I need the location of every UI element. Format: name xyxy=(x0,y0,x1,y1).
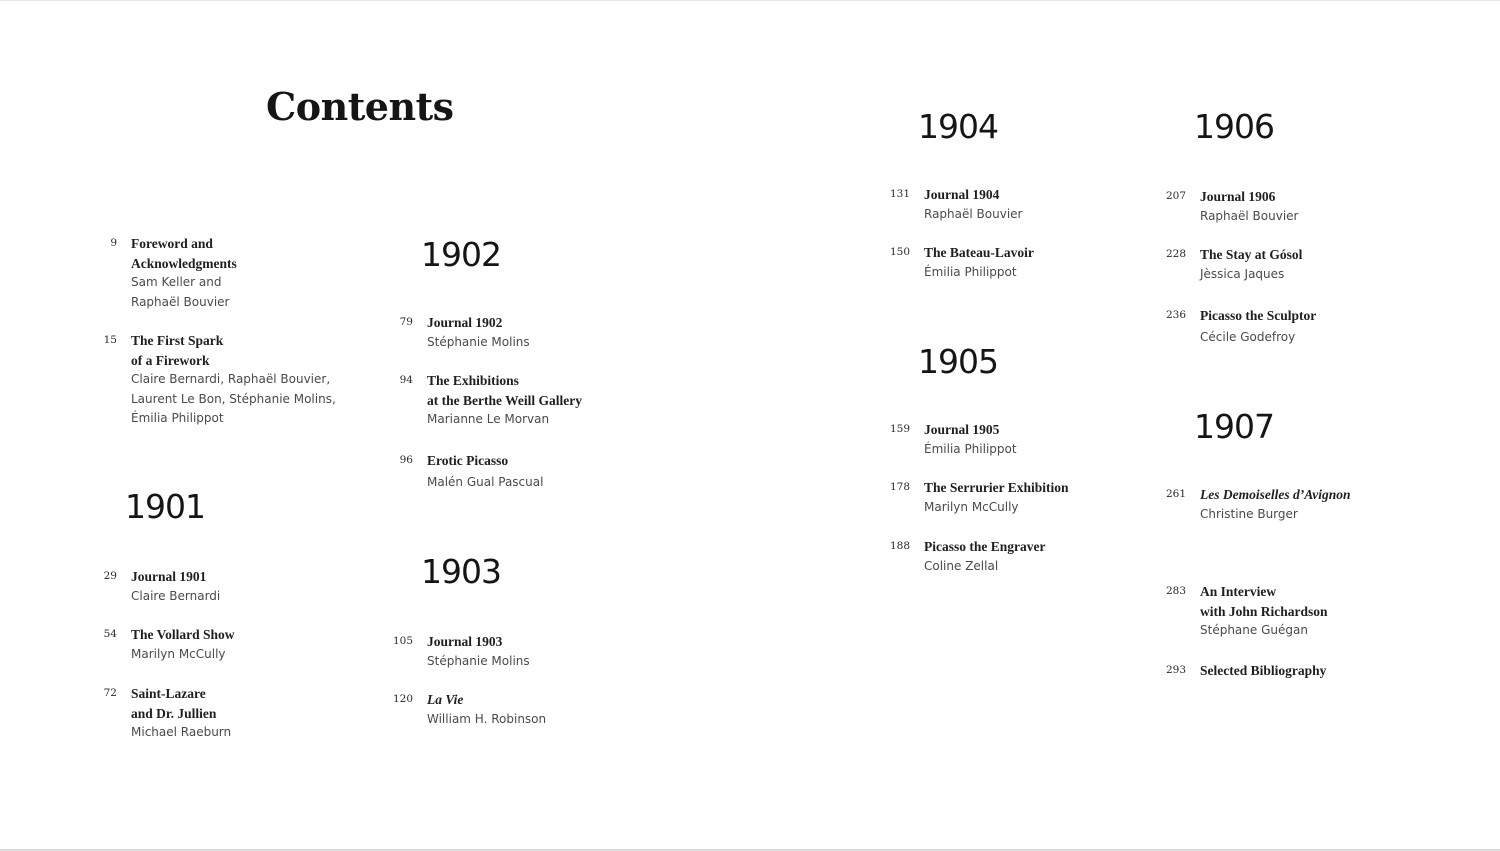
entry-title: Les Demoiselles d’Avignon xyxy=(1200,487,1351,502)
entry-title: The Exhibitions at the Berthe Weill Gallery xyxy=(427,373,582,408)
entry-title: Picasso the Sculptor xyxy=(1200,308,1317,323)
entry-author: Stéphanie Molins xyxy=(427,653,530,668)
entry-author: Sam Keller and Raphaël Bouvier xyxy=(131,275,230,309)
entry-author: Marianne Le Morvan xyxy=(427,412,550,427)
toc-entry[interactable] xyxy=(392,632,727,671)
entry-title: Journal 1904 xyxy=(924,187,1000,202)
page-number: 79 xyxy=(399,316,413,328)
toc-entry[interactable] xyxy=(1165,485,1500,524)
toc-entry[interactable] xyxy=(103,567,431,606)
page-number: 207 xyxy=(1165,190,1186,202)
page-number: 150 xyxy=(889,246,910,258)
page-number: 188 xyxy=(889,540,910,552)
page-number: 159 xyxy=(889,423,910,435)
entry-author: Michael Raeburn xyxy=(131,725,232,740)
year-heading-1907: 1907 xyxy=(1194,407,1274,446)
year-heading-1905: 1905 xyxy=(918,342,998,381)
page-title: Contents xyxy=(266,84,454,129)
entry-author: Cécile Godefroy xyxy=(1200,329,1296,344)
page-number: 120 xyxy=(392,693,413,705)
entry-title: The Vollard Show xyxy=(131,627,235,642)
entry-title: Journal 1905 xyxy=(924,422,1000,437)
toc-entry[interactable] xyxy=(889,420,1224,459)
page-number: 293 xyxy=(1165,664,1186,676)
entry-author: Émilia Philippot xyxy=(924,264,1017,279)
toc-entry[interactable] xyxy=(399,313,727,352)
page-number: 94 xyxy=(399,374,413,386)
entry-title: Saint-Lazare and Dr. Jullien xyxy=(131,686,217,721)
toc-entry[interactable] xyxy=(392,690,727,729)
entry-title: La Vie xyxy=(427,692,464,707)
entry-author: Claire Bernardi xyxy=(131,588,221,603)
entry-author: Stéphane Guégan xyxy=(1200,623,1308,638)
page-number: 236 xyxy=(1165,309,1186,321)
year-heading-1906: 1906 xyxy=(1194,107,1274,146)
entry-title: Journal 1906 xyxy=(1200,189,1276,204)
entry-title: Erotic Picasso xyxy=(427,453,509,468)
toc-entry[interactable] xyxy=(1165,245,1500,284)
entry-title: The Bateau-Lavoir xyxy=(924,245,1034,260)
year-heading-1902: 1902 xyxy=(421,235,501,274)
toc-entry[interactable] xyxy=(1165,306,1500,347)
entry-author: Coline Zellal xyxy=(924,558,999,573)
entry-title: Picasso the Engraver xyxy=(924,539,1046,554)
entry-title: Journal 1903 xyxy=(427,634,503,649)
page-number: 54 xyxy=(103,628,117,640)
entry-author: Christine Burger xyxy=(1200,506,1298,521)
page-number: 29 xyxy=(103,570,117,582)
year-heading-1904: 1904 xyxy=(918,107,998,146)
toc-entry[interactable] xyxy=(399,371,727,430)
entry-title: Selected Bibliography xyxy=(1200,663,1327,678)
page-number: 178 xyxy=(889,481,910,493)
entry-title: The First Spark of a Firework xyxy=(131,333,224,368)
page-number: 96 xyxy=(399,454,413,466)
page-number: 261 xyxy=(1165,488,1186,500)
entry-author: Raphaël Bouvier xyxy=(924,206,1023,221)
page-number: 105 xyxy=(392,635,413,647)
page-top-edge xyxy=(0,0,1500,1)
toc-entry[interactable] xyxy=(1165,661,1500,681)
entry-title: The Serrurier Exhibition xyxy=(924,480,1069,495)
entry-title: Journal 1902 xyxy=(427,315,503,330)
page-number: 15 xyxy=(103,334,117,346)
entry-title: Foreword and Acknowledgments xyxy=(131,236,237,271)
page-number: 72 xyxy=(103,687,117,699)
year-heading-1901: 1901 xyxy=(125,487,205,526)
toc-entry[interactable] xyxy=(1165,187,1500,226)
entry-author: Raphaël Bouvier xyxy=(1200,208,1299,223)
page-number: 131 xyxy=(889,188,910,200)
page-number: 9 xyxy=(110,237,117,249)
entry-title: An Interview with John Richardson xyxy=(1200,584,1328,619)
page-number: 228 xyxy=(1165,248,1186,260)
entry-title: The Stay at Gósol xyxy=(1200,247,1303,262)
entry-author: Stéphanie Molins xyxy=(427,334,530,349)
entry-author: Malén Gual Pascual xyxy=(427,474,544,489)
entry-title: Journal 1901 xyxy=(131,569,207,584)
toc-entry[interactable] xyxy=(110,234,431,312)
entry-author: Marilyn McCully xyxy=(131,646,226,661)
toc-entry[interactable] xyxy=(399,451,727,492)
year-heading-1903: 1903 xyxy=(421,552,501,591)
toc-entry[interactable] xyxy=(889,537,1224,576)
entry-author: Marilyn McCully xyxy=(924,499,1019,514)
entry-author: Claire Bernardi, Raphaël Bouvier, Laurent Le Bon, Stéphanie Molins, Émilia Philippot xyxy=(131,372,336,426)
entry-author: Émilia Philippot xyxy=(924,441,1017,456)
page-number: 283 xyxy=(1165,585,1186,597)
entry-author: Jèssica Jaques xyxy=(1200,266,1285,281)
toc-entry[interactable] xyxy=(1165,582,1500,641)
entry-author: William H. Robinson xyxy=(427,711,547,726)
